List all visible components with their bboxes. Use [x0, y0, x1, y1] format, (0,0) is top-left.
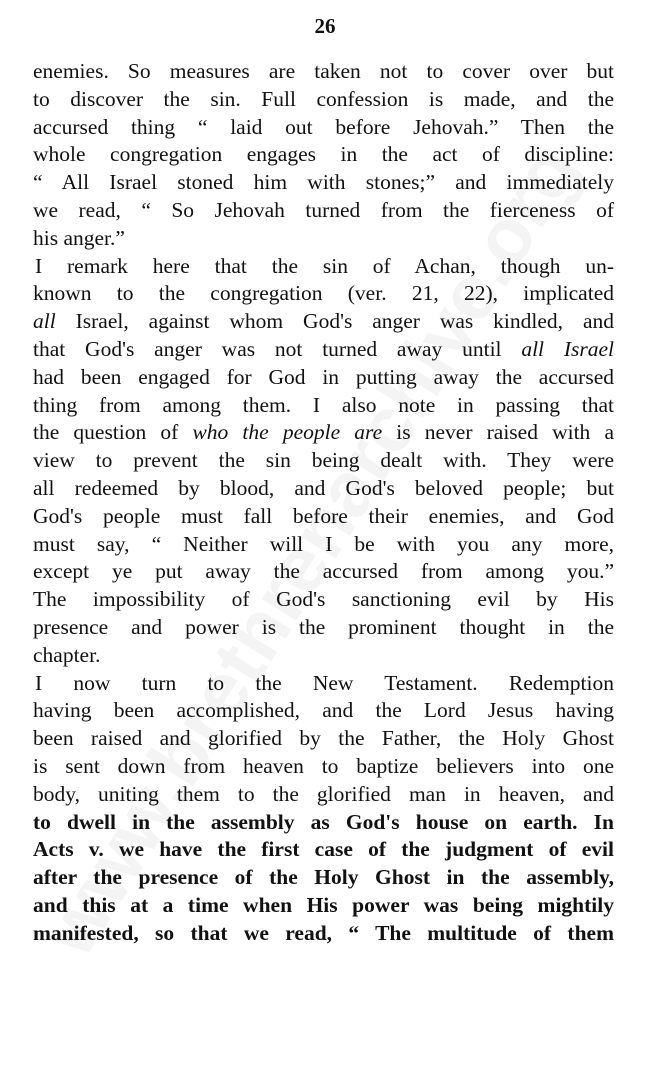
text-line: [33, 280, 614, 308]
italic-text: who the people are: [192, 420, 383, 445]
text-segment: to discover the sin. Full confession is made, and the: [33, 86, 614, 111]
text-line: [33, 197, 614, 225]
text-segment: having been accomplished, and the Lord Jesus having: [33, 698, 614, 723]
text-segment: we read, “ So Jehovah turned from the fierceness of: [33, 197, 614, 222]
text-segment: manifested, so that we read, “ The multitude of them: [33, 920, 614, 945]
text-segment: accursed thing “ laid out before Jehovah.” Then the: [33, 114, 614, 139]
text-line: [33, 364, 614, 392]
text-line: [33, 475, 614, 503]
text-segment: all redeemed by blood, and God's beloved people; but: [33, 475, 614, 500]
text-segment: body, uniting them to the glorified man in heaven, and: [33, 781, 614, 806]
text-segment: is never raised with a: [382, 420, 614, 445]
text-line: [33, 864, 614, 892]
text-segment: is sent down from heaven to baptize believers into one: [33, 753, 614, 778]
text-line: [33, 781, 614, 809]
text-line: [33, 753, 614, 781]
page-number: 26: [314, 14, 336, 38]
text-line: [33, 447, 614, 475]
text-line: [33, 558, 614, 586]
text-line: [33, 58, 614, 86]
text-line: [33, 586, 614, 614]
page-body: [33, 58, 614, 948]
text-line: [33, 169, 614, 197]
text-segment: The impossibility of God's sanctioning evil by His: [33, 587, 614, 612]
text-line: [33, 419, 614, 447]
text-segment: I remark here that the sin of Achan, though un-: [35, 253, 614, 278]
text-segment: had been engaged for God in putting away the accursed: [33, 364, 614, 389]
text-segment: Acts v. we have the first case of the judgment of evil: [33, 837, 614, 862]
text-line: [33, 697, 614, 725]
text-line: [33, 225, 614, 253]
text-segment: God's people must fall before their enemies, and God: [33, 503, 614, 528]
text-segment: thing from among them. I also note in passing that: [33, 392, 614, 417]
text-segment: enemies. So measures are taken not to cover over but: [33, 59, 614, 83]
text-line: [33, 141, 614, 169]
text-segment: presence and power is the prominent thought in the: [33, 614, 614, 639]
text-line: [33, 114, 614, 142]
text-segment: and this at a time when His power was being mightily: [33, 892, 614, 917]
text-line: [33, 531, 614, 559]
text-line: [33, 614, 614, 642]
text-line: [33, 253, 614, 281]
text-line: [33, 308, 614, 336]
text-line: [33, 670, 614, 698]
text-segment: whole congregation engages in the act of discipline:: [33, 142, 614, 167]
text-segment: been raised and glorified by the Father, the Holy Ghost: [33, 726, 614, 751]
text-segment: view to prevent the sin being dealt with. They were: [33, 448, 614, 473]
text-line: [33, 503, 614, 531]
text-line: [33, 392, 614, 420]
text-segment: after the presence of the Holy Ghost in the assembly,: [33, 865, 614, 890]
text-segment: known to the congregation (ver. 21, 22), implicated: [33, 281, 614, 306]
text-line: [33, 642, 614, 670]
text-line: [33, 336, 614, 364]
text-segment: that God's anger was not turned away until: [33, 336, 522, 361]
text-line: [33, 809, 614, 837]
text-line: [33, 836, 614, 864]
text-segment: the question of: [33, 420, 193, 445]
italic-text: all Israel: [521, 336, 614, 361]
text-line: [33, 86, 614, 114]
text-segment: his anger.”: [33, 225, 125, 250]
text-segment: “ All Israel stoned him with stones;” and immediately: [33, 170, 614, 195]
text-segment: chapter.: [33, 642, 101, 667]
text-line: [33, 725, 614, 753]
text-segment: to dwell in the assembly as God's house on earth. In: [33, 809, 614, 834]
italic-text: all: [33, 309, 56, 334]
text-segment: I now turn to the New Testament. Redemption: [35, 670, 614, 695]
text-segment: Israel, against whom God's anger was kindled, and: [55, 309, 614, 334]
text-line: [33, 920, 614, 948]
text-line: [33, 892, 614, 920]
text-segment: except ye put away the accursed from among you.”: [33, 559, 614, 584]
text-segment: must say, “ Neither will I be with you any more,: [33, 531, 614, 556]
